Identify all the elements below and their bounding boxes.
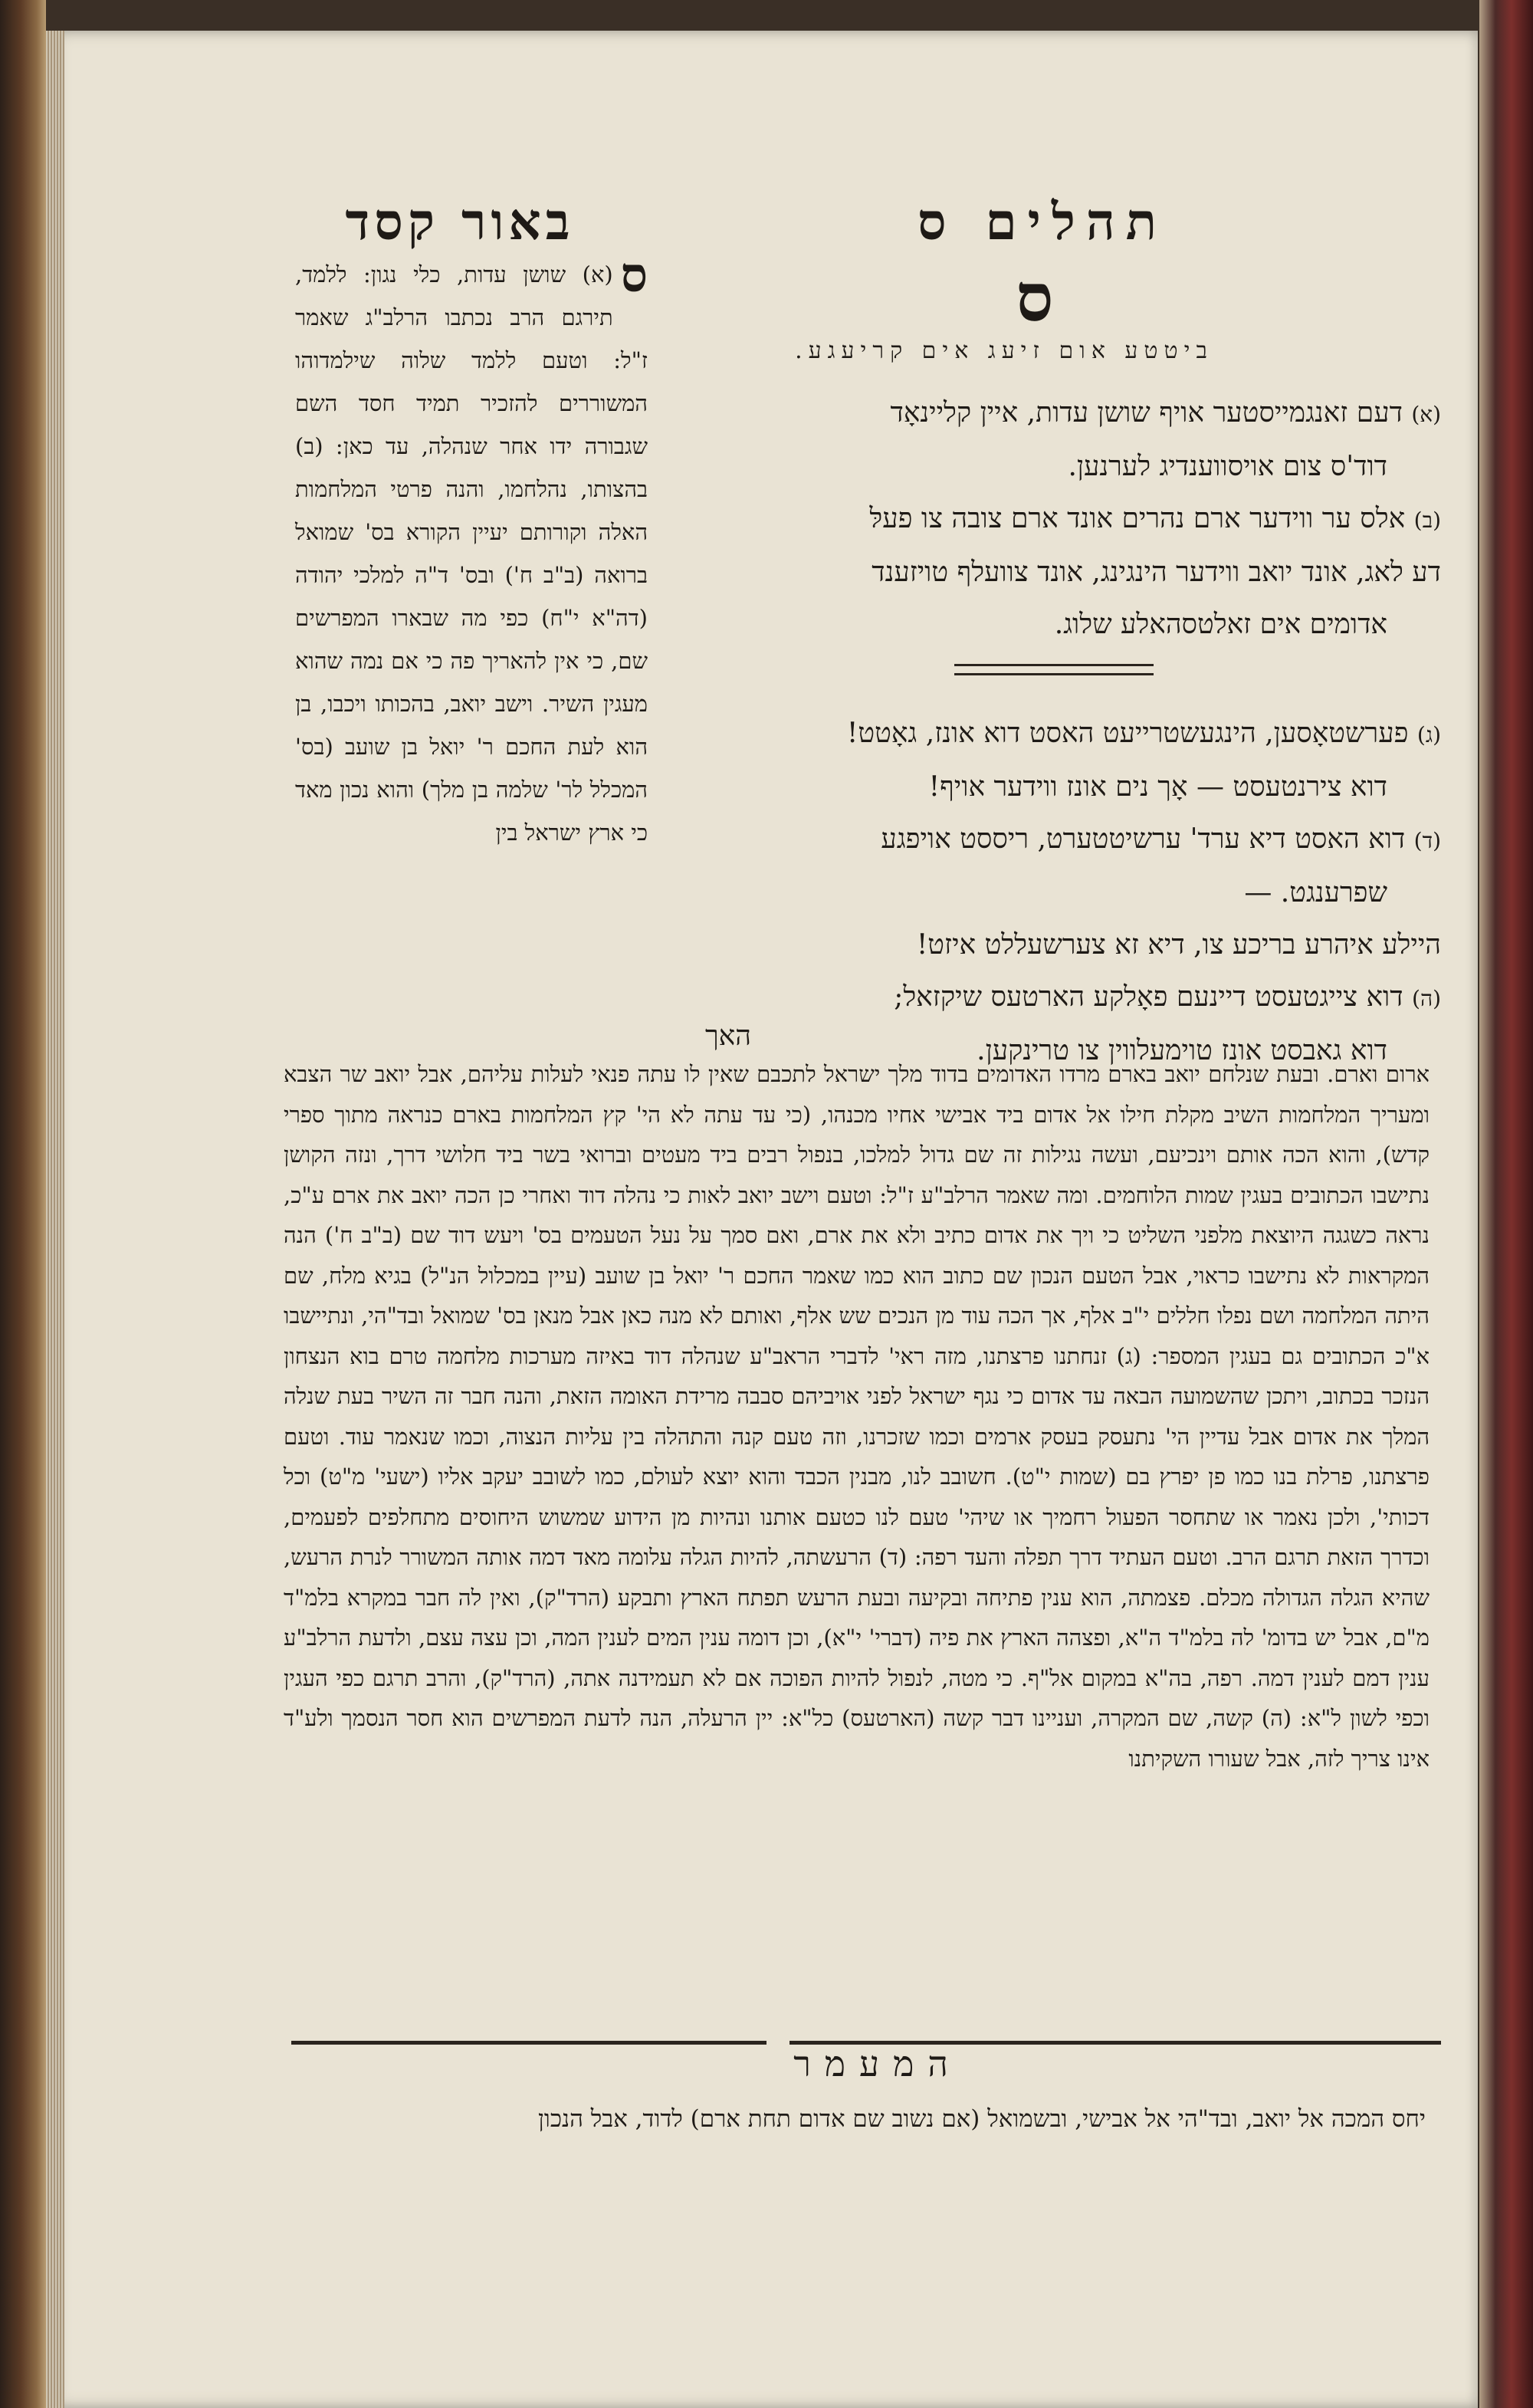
verse-block bbox=[675, 387, 1441, 1077]
verse-line bbox=[675, 867, 1441, 919]
verse-text: דוא צירנטעסט — אָך נים אונז ווידער אויף! bbox=[928, 771, 1387, 803]
verse-text: דוד'ס צום אויסווענדיג לערנען. bbox=[1068, 451, 1387, 482]
running-title: תהלים ס bbox=[917, 192, 1168, 251]
verse-line bbox=[675, 599, 1441, 651]
verse-line bbox=[675, 813, 1441, 867]
verse-line bbox=[675, 493, 1441, 547]
verse-line bbox=[675, 919, 1441, 971]
verse-text: דעם זאנגמייסטער אויף שושן עדות, איין קליינאָד bbox=[890, 397, 1403, 429]
main-commentary bbox=[284, 1054, 1430, 1779]
side-commentary-text: (א) שושן עדות, כלי נגון: ללמד, תירגם הרב נכתבו הרלב"ג שאמר ז"ל: וטעם ללמד שלוה שילמדוהו המשוררים להזכיר תמיד חסד השם שגבורה ידו אחר שנהלה, עד כאן: (ב) בהצותו, נהלחמו, והנה פרטי המלחמות האלה וקורותם יעיין הקורא בס' שמואל ברואה (ב"ב ח') ובס' ד"ה למלכי יהודה (דה"א י"ח) כפי מה שבארו המפרשים שם, כי אין להאריך פה כי אם נמה שהוא מעגין השיר. וישב יואב, בהכותו ויכבו, בן הוא לעת החכם ר' יואל בן שועב (בס' המכלל לר' שלמה בן מלך) והוא נכון מאד כי ארץ ישראל בין bbox=[295, 261, 648, 846]
verse-text: פערשטאָסען, הינגעשטרייעט האסט דוא אונז, גאָטט! bbox=[846, 718, 1409, 749]
verse-spacer bbox=[675, 651, 1441, 708]
commentary-paragraph: ארום וארם. ובעת שנלחם יואב בארם מרדו האדומים בדוד מלך ישראל לתכבם שאין לו עתה פנאי לעלות עליהם, אבל יואב שר הצבא ומעריך המלחמות השיב מקלת חילו אל אדום ביד אבישי אחיו מכנהו, (כי עד עתה לא הי' קץ המלחמות בארם כנראה מתוך ספרי קדש), והוא הכה אותם וינכיעם, ועשה נגילות זה שם גדול למלכו, בנפול רבים ביד מעטים וברואי בשר ביד חלושי דרך, ונזה הקושן נתישבו הכתובים בעגין שמות הלוחמים. ומה שאמר הרלב"ע ז"ל: וטעם וישב יואב לאות כי נהלה דוד ואחרי כן הכה יואב את ארם ע"כ, נראה כשגגה היוצאת מלפני השליט כי ויך את אדום כתיב ולא את ארם, ואם סמך על נעל הטעמים בס' ויעש דוד שם (ב"ב ח') הנה המקראות לא נתישבו כראוי, אבל הטעם הנכון שם כתוב הוא כמו שאמר החכם ר' יואל בן שועב (עיין במכלול הנ"ל) בגיא מלח, שם היתה המלחמה ושם נפלו חללים י"ב אלף, אך הכה עוד מן הנכים שש אלף, ואותם לא מנה כאן אבל מנאן בס' שמואל ובד"הי, ונתיישבו א"כ הכתובים גם בעגין המספר: (ג) זנחתנו פרצתנו, מזה ראי' לדברי הראב"ע שנהלה דוד באיזה מערכות מלחמה טרם בוא הנצחון הנזכר בכתוב, ויתכן שהשמועה הבאה עד אדום כי נגף ישראל לפני אויביהם סבבה מרידת האומה הזאת, והנה חבר זה השיר בעת שנלה המלך את אדום אבל עדיין הי' נתעסק בעסק ארמים וכמו שזכרנו, וזה טעם קנה והתהלה בין עליות הנצוה, וכמו שנאמר עוד. וטעם פרצתנו, פרלת בנו כמו פן יפרץ בם (שמות י"ט). חשובב לנו, מבנין הכבד והוא יוצא לעולם, כמו לשובב יעקב אליו (ישעי' מ"ט) וכל דכותי', ולכן נאמר או שתחסר הפעול רחמיך או שיהי' טעם לנו כטעם אותנו ונהיות מן הידוע שמשוש היחוסים מתחלפים לפעמים, וכדרך הזאת תרגם הרב. וטעם העתיד דרך תפלה והעד רפה: (ד) הרעשתה, להיות הגלה עלומה מאד דמה אותה המשורר לנרת הרעש, שהיא הגלה הגדולה מכלם. פצמתה, הוא ענין פתיחה ובקיעה ובעת הרעש תפתח הארץ ותבקע (הרד"ק), ואין לה חבר במקרא בלמ"ד מ"ם, אבל יש בדומ' לה בלמ"ד ה"א, ופצהה הארץ את פיה (דברי' י"א), וכן דומה ענין המים לענין המה, וכן עצה עצם, ולדעת הרלב"ע ענין דמם לענין דמה. רפה, בה"א במקום אל"ף. כי מטה, לנפול להיות הפוכה אם לא תעמידנה אתה, (הרד"ק), והרב תרגם כפי העגין וכפי לשון ל"א: (ה) קשה, שם המקרה, ועניינו דבר קשה (הארטעס) כל"א: יין הרעלה, הנה לדעת המפרשים הוא חסר הנסמך ולע"ד אינו צריך לזה, אבל שעורו השקיתנו bbox=[284, 1061, 1430, 1772]
verse-line bbox=[675, 441, 1441, 493]
verse-text: דוא צייגטעסט דיינעם פאָלקע הארטעס שיקזאל; bbox=[894, 981, 1403, 1013]
page-stack-edge bbox=[46, 31, 64, 2408]
psalm-number-letter: ס bbox=[1016, 259, 1054, 337]
verse-line bbox=[675, 708, 1441, 761]
verse-text: היילע איהרע בריכע צו, דיא זא צערשעללט איזט! bbox=[916, 929, 1441, 961]
psalm-superscription: ביטטע אום זיעג אים קריעגע. bbox=[795, 337, 1213, 364]
side-commentary-initial: ס bbox=[620, 247, 648, 303]
catchword: האך bbox=[705, 1020, 751, 1052]
verse-line bbox=[675, 547, 1441, 599]
verse-number: (ד) bbox=[1413, 828, 1441, 853]
verse-number: (ב) bbox=[1413, 508, 1441, 533]
book-cover-right bbox=[1479, 0, 1533, 2408]
verse-line bbox=[675, 387, 1441, 441]
verse-text: דע לאג, אונד יואב ווידער הינגינג, אונד צוועלף טויזענד bbox=[872, 557, 1441, 588]
verse-number: (ג) bbox=[1416, 722, 1441, 747]
verse-text: אלס ער ווידער ארם נהרים אונד ארם צובה צו פעלּ bbox=[869, 503, 1406, 534]
maamar-heading: המעמר bbox=[793, 2043, 962, 2084]
verse-number: (א) bbox=[1411, 402, 1441, 427]
verse-divider-rule bbox=[954, 664, 1154, 666]
verse-divider-rule bbox=[954, 673, 1154, 675]
verse-line bbox=[675, 761, 1441, 813]
running-commentary-title: באור קסד bbox=[345, 192, 575, 251]
verse-text: דוא גאבסט אונז טוימעלווין צו טרינקען. bbox=[977, 1035, 1387, 1066]
verse-line bbox=[675, 971, 1441, 1025]
verse-number: (ה) bbox=[1412, 986, 1441, 1011]
verse-text: אדומים אים זאלטסהאלע שלוג. bbox=[1054, 609, 1387, 640]
maamar-text: יחס המכה אל יואב, ובד"הי אל אבישי, ובשמואל (אם נשוב שם אדום תחת ארם) לדוד, אבל הנכון bbox=[538, 2105, 1426, 2133]
side-commentary bbox=[295, 247, 648, 1043]
verse-text: דוא האסט דיא ערד' ערשיטטערט, ריססט אויפגע bbox=[881, 823, 1406, 855]
book-spine-left bbox=[0, 0, 46, 2408]
verse-text: שפרענגט. — bbox=[1244, 877, 1387, 908]
